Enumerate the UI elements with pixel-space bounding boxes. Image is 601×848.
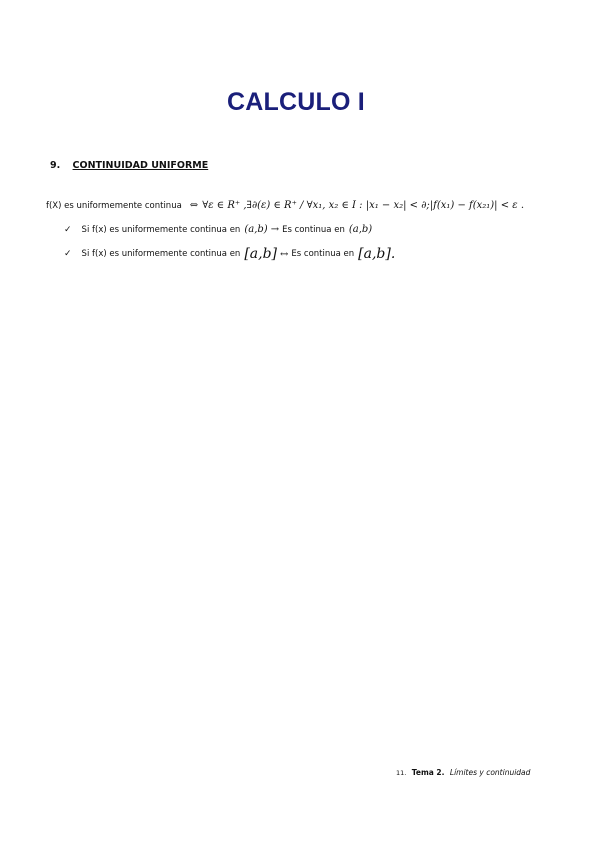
implies-arrow: → [270,224,280,235]
bullet-text: Si f(x) es uniformemente continua en [81,249,241,259]
checkmark-icon: ✓ [64,249,72,259]
section-title: CONTINUIDAD UNIFORME [72,160,209,171]
bullet-text: Si f(x) es uniformemente continua en [81,224,241,235]
interval-closed-2: [a,b]. [358,246,396,262]
bullet-conclusion: Es continua en [282,224,345,235]
footer-subtitle: Límites y continuidad [449,768,531,777]
list-item [64,246,395,262]
iff-arrow: ↔ [280,248,289,260]
list-item [64,224,372,235]
checkmark-icon: ✓ [64,224,72,235]
section-number: 9. [50,160,61,171]
iff-symbol: ⇔ [189,200,199,211]
page-footer [396,768,530,777]
footer-tema: Tema 2. [411,768,445,777]
page-title: CALCULO I [227,88,365,116]
definition-formula: ∀ε ∈ R⁺ ,∃∂(ε) ∈ R⁺ / ∀x₁, x₂ ∈ I : |x₁ − x₂| < ∂;|f(x₁) − f(x₂₁)| < ε . [202,200,524,211]
definition-lead: f(X) es uniformemente continua [46,201,182,211]
definition-line [46,200,524,211]
bullet-conclusion: Es continua en [291,249,355,259]
section-heading [50,160,208,171]
page-number: 11. [396,769,407,777]
interval-closed: [a,b] [244,246,278,262]
interval-open-2: (a,b) [348,224,373,235]
interval-open: (a,b) [244,224,268,235]
